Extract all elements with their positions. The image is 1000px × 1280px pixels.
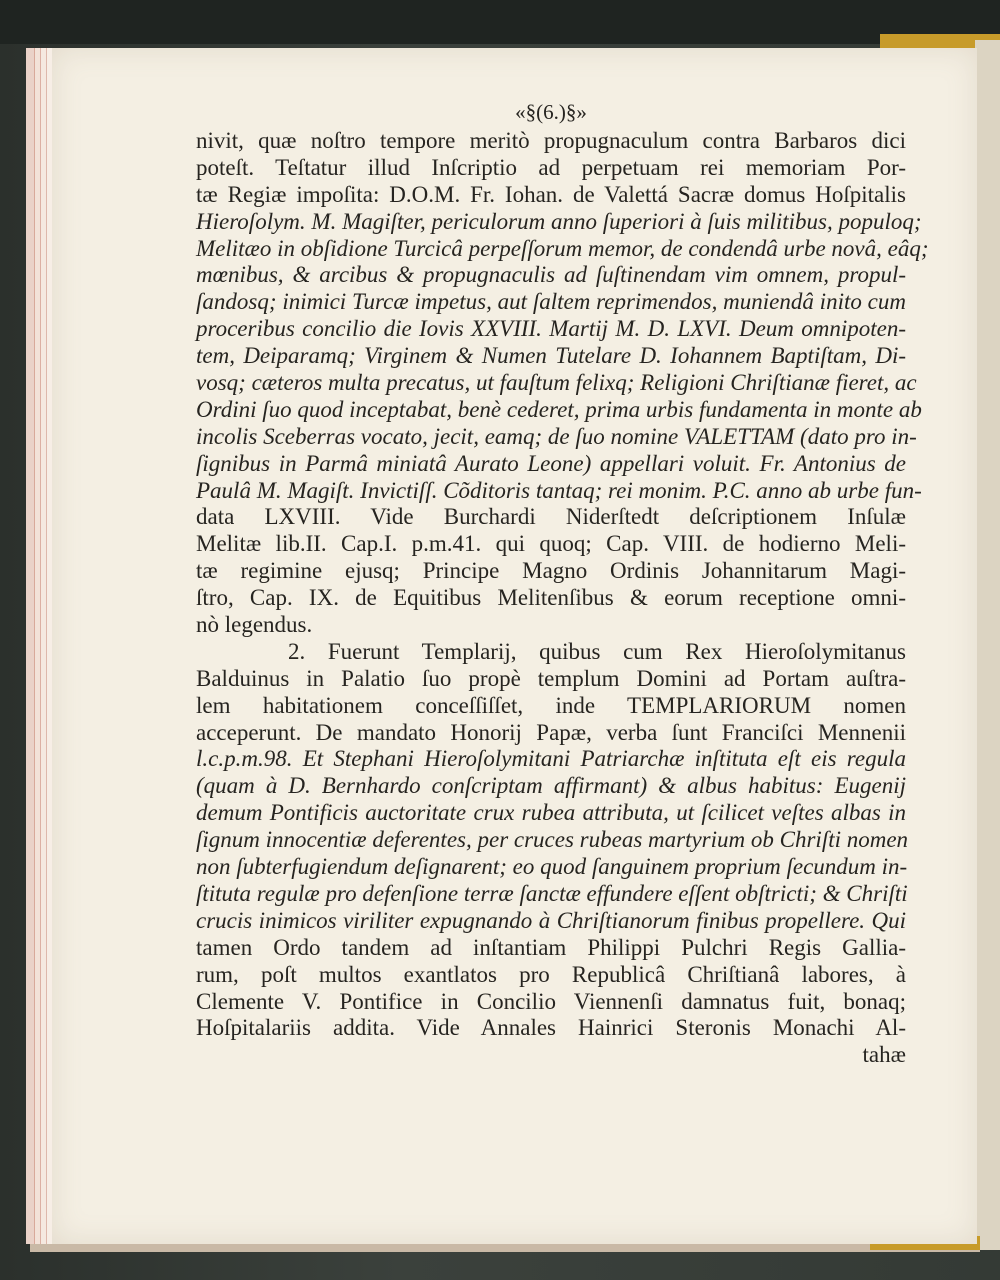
text-line: vosq; cæteros multa precatus, ut fauſtum felixq; Religioni Chriſtianæ fieret, ac	[196, 370, 917, 396]
text-line: nivit, quæ noſtro tempore meritò propugnaculum contra Barbaros dici	[196, 128, 906, 153]
text-line: non ſubterfugiendum deſignarent; eo quod ſanguinem proprium ſecundum in-	[196, 854, 908, 880]
text-line: lem habitationem conceſſiſſet, inde TEMPLARIORUM nomen	[196, 692, 906, 718]
page-right-edge	[975, 40, 1000, 1250]
text-line: acceperunt. De mandato Honorij Papæ, verba ſunt Franciſci Mennenii	[196, 719, 906, 745]
binding-top-edge	[0, 0, 1000, 44]
text-line: Balduinus in Palatio ſuo propè templum Domini ad Portam auſtra-	[196, 665, 906, 691]
text-line: demum Pontificis auctoritate crux rubea attributa, ut ſcilicet veſtes albas in	[196, 800, 906, 826]
text-line: Melitæ lib.II. Cap.I. p.m.41. qui quoq; Cap. VIII. de hodierno Meli-	[196, 531, 906, 557]
page-number-header: «§(6.)§»	[515, 100, 587, 124]
page-stack-edge	[26, 48, 34, 1244]
text-line: incolis Sceberras vocato, jecit, eamq; de ſuo nomine VALETTAM (dato pro in-	[196, 423, 917, 449]
text-line: Hieroſolym. M. Magiſter, periculorum anno ſuperiori à ſuis militibus, populoq;	[196, 208, 922, 234]
text-line: Clemente V. Pontifice in Concilio Viennenſi damnatus fuit, bonaq;	[196, 988, 906, 1014]
text-line: Melitæo in obſidione Turcicâ perpeſſorum memor, de condendâ urbe novâ, eâq;	[196, 235, 929, 261]
text-line: ſignum innocentiæ deferentes, per cruces rubeas martyrium ob Chriſti nomen	[196, 827, 909, 853]
text-line: nò legendus.	[196, 612, 313, 638]
text-line: tem, Deiparamq; Virginem & Numen Tutelare D. Iohannem Baptiſtam, Di-	[196, 343, 906, 369]
text-line: rum, poſt multos exantlatos pro Republicâ Chriſtianâ labores, à	[196, 961, 906, 987]
text-line: ſandosq; inimici Turcæ impetus, aut ſaltem reprimendos, muniendâ inito cum	[196, 289, 906, 315]
text-line: proceribus concilio die Iovis XXVIII. Martij M. D. LXVI. Deum omnipoten-	[196, 316, 906, 342]
text-line: tamen Ordo tandem ad inſtantiam Philippi Pulchri Regis Gallia-	[196, 934, 906, 960]
text-line: poteſt. Teſtatur illud Inſcriptio ad perpetuam rei memoriam Por-	[196, 154, 906, 180]
text-line: Hoſpitalariis addita. Vide Annales Hainrici Steronis Monachi Al-	[196, 1015, 906, 1041]
text-line: tæ regimine ejusq; Principe Magno Ordinis Johannitarum Magi-	[196, 558, 906, 584]
text-line: mœnibus, & arcibus & propugnaculis ad ſuſtinendam vim omnem, propul-	[196, 262, 906, 288]
text-line: (quam à D. Bernhardo conſcriptam affirmant) & albus habitus: Eugenij	[196, 773, 906, 799]
text-line: ſignibus in Parmâ miniatâ Aurato Leone) appellari voluit. Fr. Antonius de	[196, 450, 906, 476]
page-text	[196, 128, 929, 1069]
text-line: ſtituta regulæ pro defenſione terræ ſanctæ effundere eſſent obſtricti; & Chriſti	[196, 880, 908, 906]
text-line: l.c.p.m.98. Et Stephani Hieroſolymitani Patriarchæ inſtituta eſt eis regula	[196, 746, 906, 772]
text-line: Paulâ M. Magiſt. Invictiſſ. Cõditoris tantaq; rei monim. P.C. anno ab urbe fun-	[196, 477, 922, 503]
text-line: crucis inimicos viriliter expugnando à Chriſtianorum finibus propellere. Qui	[196, 907, 906, 933]
text-line: tæ Regiæ impoſita: D.O.M. Fr. Iohan. de Valettá Sacræ domus Hoſpitalis	[196, 181, 906, 207]
text-line: tahæ	[862, 1042, 906, 1068]
text-line: ſtro, Cap. IX. de Equitibus Melitenſibus & eorum receptione omni-	[196, 585, 906, 611]
text-line: data LXVIII. Vide Burchardi Niderſtedt deſcriptionem Inſulæ	[196, 504, 906, 530]
text-line: Ordini ſuo quod inceptabat, benè cederet, prima urbis fundamenta in monte ab	[196, 396, 922, 422]
page-bottom-edge	[30, 1244, 980, 1252]
text-line: 2. Fuerunt Templarij, quibus cum Rex Hieroſolymitanus	[288, 638, 906, 664]
